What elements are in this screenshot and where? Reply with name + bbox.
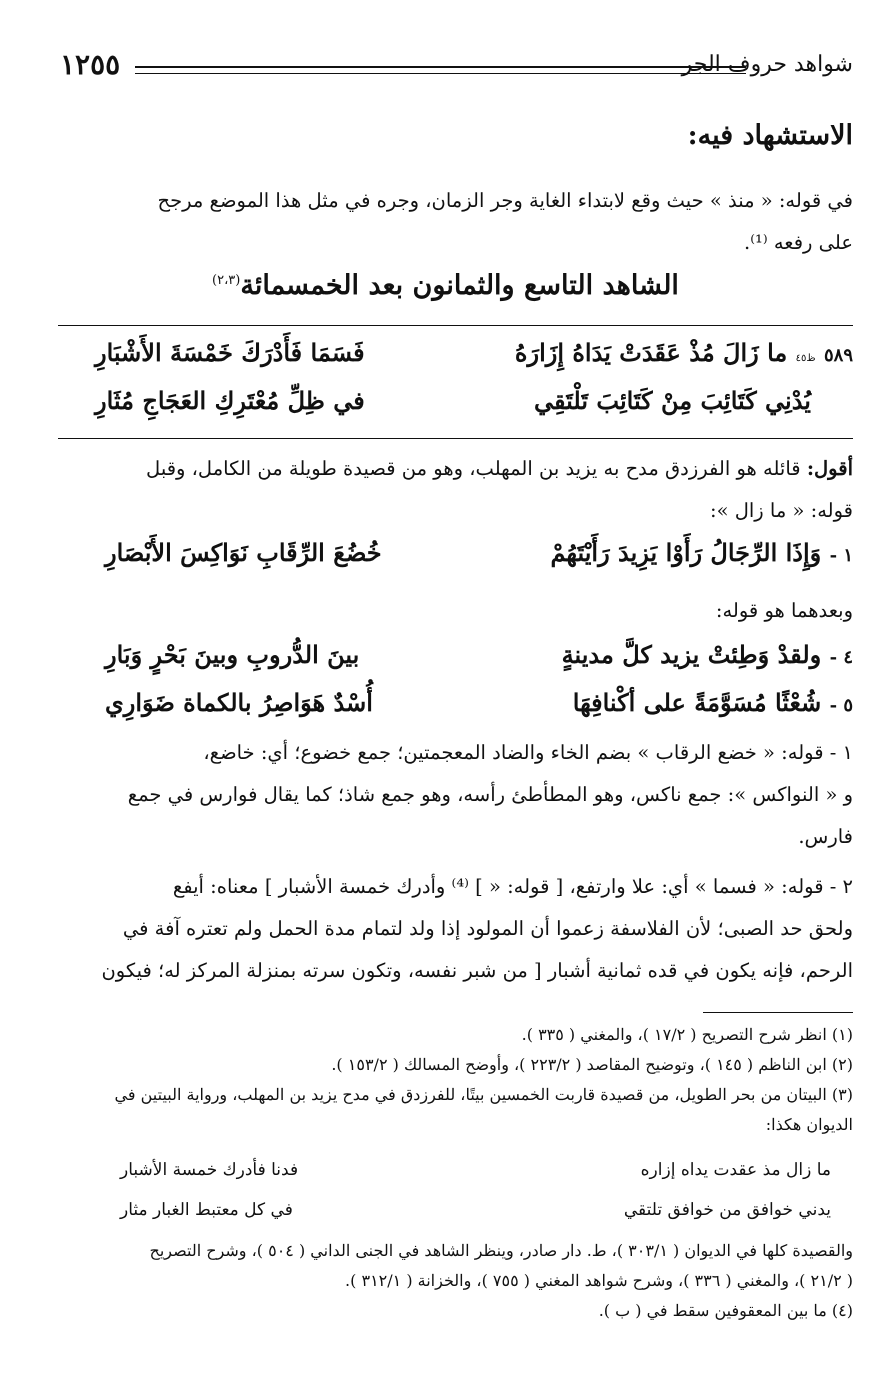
footnote-verse-2: يدني خوافق من خوافق تلتقي في كل معتبط الغبار مثار xyxy=(120,1200,831,1220)
commentary-intro xyxy=(40,448,853,532)
note-2: ٢ - قوله: « فسما » أي: علا وارتفع، [ قوله: « ] ⁽⁴⁾ وأدرك خمسة الأشبار ] معناه: أيفع ولحق حد الصبى؛ لأن الفلاسفة زعموا أن المولود إذا ولد لتمام مدة الحمل ولم تعتره آفة في الرحم، فإنه يكون في قده ثمانية أشبار [ من شبر نفسه، وتكون سرته بمنزلة المركز له؛ فيكون xyxy=(101,875,853,982)
footnote-2: (٢) ابن الناظم ( ١٤٥ )، وتوضيح المقاصد ( ٢٢٣/٢ )، وأوضح المسالك ( ١٥٣/٢ ). xyxy=(331,1055,853,1074)
main-verse-hemistich-1b: فَسَمَا فَأَدْرَكَ خَمْسَةَ الأَشْبَارِ xyxy=(95,338,365,367)
verse-4 xyxy=(105,640,853,680)
verse-number: ٥٨٩ xyxy=(823,345,853,366)
verse-bottom-rule xyxy=(58,438,853,439)
verse-top-rule xyxy=(58,325,853,326)
commentary-line-1: أقول: قائله هو الفرزدق مدح به يزيد بن المهلب، وهو من قصيدة طويلة من الكامل، وقبل xyxy=(146,457,853,480)
footnote-4: (٤) ما بين المعقوفين سقط في ( ب ). xyxy=(598,1301,853,1320)
intro-paragraph xyxy=(40,180,853,264)
verse-4-number: ٤ - xyxy=(829,647,853,668)
verse-4-hemistich-a: ولقدْ وَطِئتْ يزيد كلَّ مدينةٍ xyxy=(561,640,822,669)
footnotes-continued xyxy=(40,1236,853,1326)
footnotes xyxy=(40,1020,853,1140)
witness-title-note: (٢،٣) xyxy=(212,273,241,288)
verse-5-number: ٥ - xyxy=(829,695,853,716)
note-1: ١ - قوله: « خضع الرقاب » بضم الخاء والضاد المعجمتين؛ جمع خضوع؛ أي: خاضع، و « النواكس »: جمع ناكس، وهو المطأطئ رأسه، وهو جمع شاذ؛ كما يقال فوارس في جمع فارس. xyxy=(127,741,853,848)
footnote-verse-1: ما زال مذ عقدت يداه إزاره فدنا فأدرك خمسة الأشبار xyxy=(120,1160,831,1180)
verse-tag: ظ٤٥ xyxy=(795,353,816,364)
verse-5-hemistich-b: أُسْدٌ هَوَاصِرُ بالكماة ضَوَارِي xyxy=(105,688,373,717)
footnote-1: (١) انظر شرح التصريح ( ١٧/٢ )، والمغني ( ٣٣٥ ). xyxy=(521,1025,853,1044)
verse-4-hemistich-b: بينَ الدُّروبِ وبينَ بَحْرٍ وَبَارِ xyxy=(105,640,360,669)
intro-line-2: على رفعه ⁽¹⁾. xyxy=(744,231,853,254)
running-header-title: شواهد حروف الجر xyxy=(681,52,853,77)
main-verse-line-2 xyxy=(95,386,811,426)
verse-5 xyxy=(105,688,853,728)
verse-1-hemistich-b: خُضُعَ الرِّقَابِ نَوَاكِسَ الأَبْصَارِ xyxy=(105,538,382,567)
main-verse-line-1 xyxy=(95,338,853,378)
footnote-3-line-4: ( ٢١/٢ )، والمغني ( ٣٣٦ )، وشرح شواهد المغني ( ٧٥٥ )، والخزانة ( ٣١٢/١ ). xyxy=(345,1271,853,1290)
main-verse-hemistich-2b: في ظِلِّ مُعْتَرِكِ العَجَاجِ مُثَارِ xyxy=(95,386,365,415)
footnote-3-line-2: الديوان هكذا: xyxy=(765,1115,853,1134)
witness-title xyxy=(0,270,891,301)
verse-1-hemistich-a: وَإِذَا الرِّجَالُ رَأَوْا يَزِيدَ رَأَيْتَهُمْ xyxy=(550,538,822,567)
header-rule-thin xyxy=(135,73,746,74)
main-verse-hemistich-1a: ٥٨٩ ظ٤٥ ما زَالَ مُذْ عَقَدَتْ يَدَاهُ إِزَارَهُ xyxy=(514,338,853,367)
commentary-lead: أقول: xyxy=(806,457,853,480)
main-verse-hemistich-2a: يُدْنِي كَتَائِبَ مِنْ كَتَائِبَ تَلْتَقِي xyxy=(534,386,811,415)
footnote-3-line-1: (٣) البيتان من بحر الطويل، من قصيدة قاربت الخمسين بيتًا، للفرزدق في مدح يزيد بن المهلب، ورواية البيتين في xyxy=(114,1085,853,1104)
verse-1-number: ١ - xyxy=(829,545,853,566)
header-rule xyxy=(135,66,746,68)
page-number: ١٢٥٥ xyxy=(60,48,121,81)
commentary-line-2: قوله: « ما زال »: xyxy=(710,499,853,522)
witness-title-text: الشاهد التاسع والثمانون بعد الخمسمائة xyxy=(240,270,679,301)
verse-5-hemistich-a: شُعْثًا مُسَوَّمَةً على أكْنافِهَا xyxy=(572,688,822,717)
after-verse-text: وبعدهما هو قوله: xyxy=(715,599,853,622)
intro-line-1: في قوله: « منذ » حيث وقع لابتداء الغاية وجر الزمان، وجره في مثل هذا الموضع مرجح xyxy=(157,189,853,212)
footnote-3-line-3: والقصيدة كلها في الديوان ( ٣٠٣/١ )، ط. دار صادر، وينظر الشاهد في الجنى الداني ( ٥٠٤ )، وشرح التصريح xyxy=(149,1241,853,1260)
footnote-separator xyxy=(703,1012,853,1013)
verse-1 xyxy=(105,538,853,578)
section-heading: الاستشهاد فيه: xyxy=(687,120,853,151)
